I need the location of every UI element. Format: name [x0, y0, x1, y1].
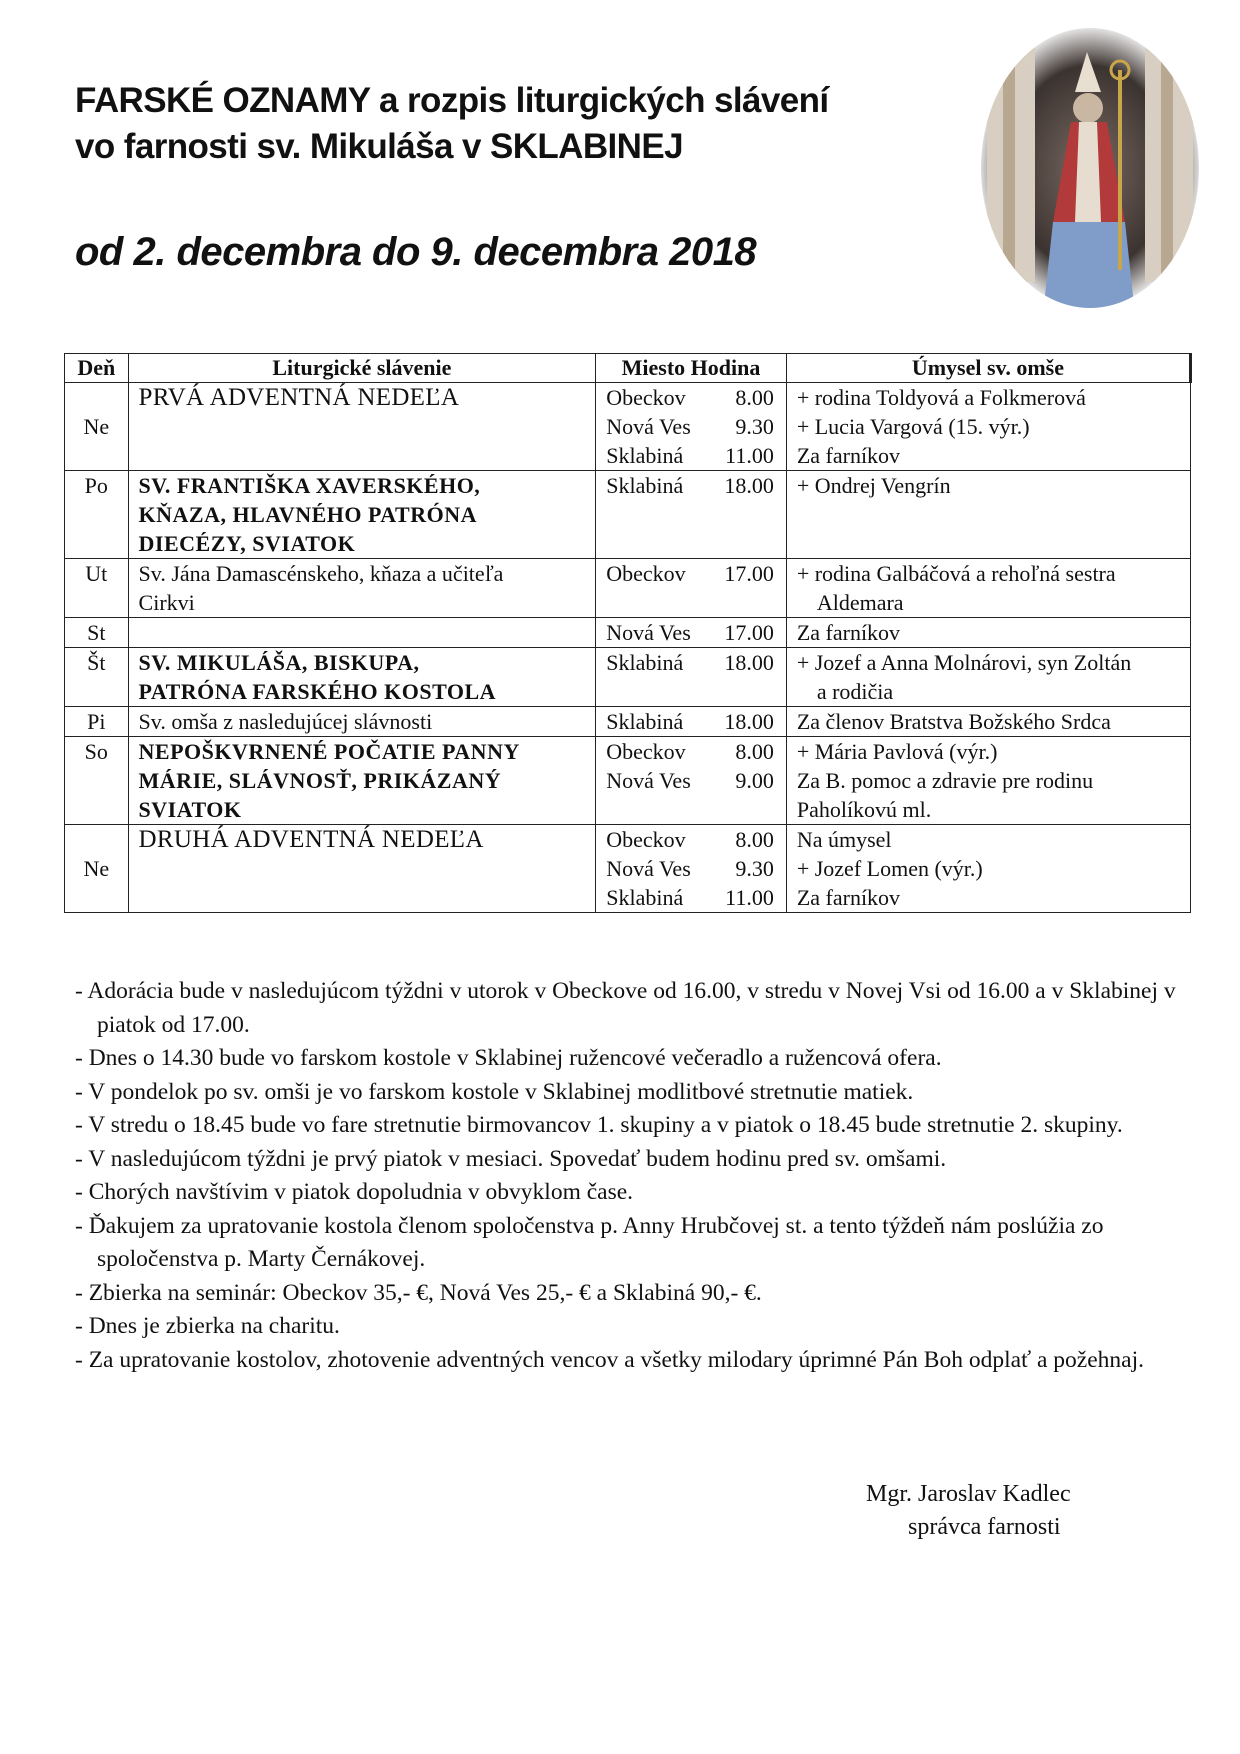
intention-line: Paholíkovú ml. — [796, 797, 932, 822]
intention-line: + rodina Toldyová a Folkmerová — [796, 385, 1086, 410]
intention-line: a rodičia — [816, 679, 894, 704]
header-liturgy: Liturgické slávenie — [128, 354, 596, 383]
liturgy-text: PATRÓNA FARSKÉHO KOSTOLA — [138, 679, 497, 704]
mass-cell — [596, 471, 787, 559]
mass-time: 9.00 — [735, 768, 774, 793]
mass-place: Obeckov — [606, 827, 686, 852]
mass-time: 8.00 — [735, 739, 774, 764]
mass-place: Sklabiná — [606, 473, 684, 498]
mass-cell — [596, 707, 787, 737]
intention-line: + rodina Galbáčová a rehoľná sestra — [796, 561, 1116, 586]
announcement-item: - Chorých navštívim v piatok dopoludnia v obvyklom čase. — [75, 1179, 634, 1205]
liturgy-cell — [128, 383, 596, 471]
mass-place: Sklabiná — [606, 650, 684, 675]
mass-place: Obeckov — [606, 739, 686, 764]
mass-time: 9.30 — [735, 856, 774, 881]
announcement-item: - Dnes o 14.30 bude vo farskom kostole v Sklabinej ružencové večeradlo a ružencová ofera. — [75, 1045, 942, 1071]
signature-role: správca farnosti — [908, 1514, 1061, 1540]
day-cell: Ne — [65, 825, 129, 913]
signature-name: Mgr. Jaroslav Kadlec — [866, 1481, 1071, 1507]
mass-place: Sklabiná — [606, 443, 684, 468]
intention-cell — [786, 648, 1190, 707]
mass-place: Nová Ves — [606, 620, 691, 645]
mass-line — [606, 559, 776, 588]
announcement-item: - V stredu o 18.45 bude vo fare stretnutie birmovancov 1. skupiny a v piatok o 18.45 bude stretnutie 2. skupiny. — [75, 1112, 1123, 1138]
day-cell: Št — [65, 648, 129, 707]
page-title — [75, 78, 975, 170]
liturgy-text: Sv. omša z nasledujúcej slávnosti — [138, 709, 433, 734]
table-row — [65, 618, 1191, 648]
intention-line: Za B. pomoc a zdravie pre rodinu — [796, 768, 1094, 793]
liturgy-text: SVIATOK — [138, 797, 242, 822]
intention-line: Za farníkov — [796, 620, 901, 645]
signature-block — [866, 1478, 1071, 1544]
header-intention: Úmysel sv. omše — [786, 354, 1190, 383]
table-row — [65, 707, 1191, 737]
mass-line — [606, 737, 776, 766]
liturgy-cell — [128, 559, 596, 618]
intention-line: + Ondrej Vengrín — [796, 473, 951, 498]
mass-line — [606, 648, 776, 677]
header-place-time: Miesto Hodina — [596, 354, 787, 383]
liturgy-cell — [128, 618, 596, 648]
intention-line: + Lucia Vargová (15. výr.) — [796, 414, 1030, 439]
announcement-item: - Dnes je zbierka na charitu. — [75, 1313, 340, 1339]
mass-place: Nová Ves — [606, 414, 691, 439]
announcement-item: - V pondelok po sv. omši je vo farskom kostole v Sklabinej modlitbové stretnutie matiek. — [75, 1078, 914, 1105]
day-cell: Ut — [65, 559, 129, 618]
announcements-list — [75, 975, 1185, 1377]
intention-cell — [786, 707, 1190, 737]
mass-cell — [596, 559, 787, 618]
liturgy-text: SV. FRANTIŠKA XAVERSKÉHO, — [138, 473, 481, 498]
liturgy-schedule-table — [64, 353, 1192, 913]
mass-cell — [596, 383, 787, 471]
intention-line: + Jozef Lomen (výr.) — [796, 856, 983, 881]
mass-time: 18.00 — [724, 650, 774, 675]
title-line-1: FARSKÉ OZNAMY a rozpis liturgických slávení — [75, 81, 829, 120]
table-row — [65, 648, 1191, 707]
day-cell: Pi — [65, 707, 129, 737]
liturgy-text: MÁRIE, SLÁVNOSŤ, PRIKÁZANÝ — [138, 768, 502, 793]
intention-line: Za farníkov — [796, 885, 901, 910]
mass-place: Sklabiná — [606, 885, 684, 910]
day-cell: Po — [65, 471, 129, 559]
title-line-2: vo farnosti sv. Mikuláša v SKLABINEJ — [75, 127, 683, 166]
mass-time: 18.00 — [724, 473, 774, 498]
table-row — [65, 737, 1191, 825]
liturgy-text: SV. MIKULÁŠA, BISKUPA, — [138, 650, 420, 675]
liturgy-cell — [128, 471, 596, 559]
mass-place: Nová Ves — [606, 768, 691, 793]
announcement-item: - V nasledujúcom týždni je prvý piatok v mesiaci. Spovedať budem hodinu pred sv. omšami. — [75, 1145, 947, 1172]
intention-cell — [786, 737, 1190, 825]
liturgy-cell — [128, 648, 596, 707]
mass-time: 11.00 — [725, 885, 774, 910]
intention-line: Za farníkov — [796, 443, 901, 468]
announcement-item: - Adorácia bude v nasledujúcom týždni v utorok v Obeckove od 16.00, v stredu v Novej Vsi od 16.00 a v Sklabinej v piatok od 17.00. — [75, 978, 1176, 1038]
table-header-row — [65, 354, 1191, 383]
mass-line — [606, 707, 776, 736]
mass-line — [606, 854, 776, 883]
mass-line — [606, 383, 776, 412]
mass-cell — [596, 648, 787, 707]
liturgy-text: Cirkvi — [138, 590, 195, 615]
table-row — [65, 471, 1191, 559]
mass-place: Obeckov — [606, 385, 686, 410]
intention-line: Aldemara — [816, 590, 904, 615]
table-row — [65, 559, 1191, 618]
table-row — [65, 825, 1191, 913]
mass-line — [606, 825, 776, 854]
intention-cell — [786, 559, 1190, 618]
mass-line — [606, 471, 776, 500]
day-cell: So — [65, 737, 129, 825]
mass-line — [606, 883, 776, 912]
announcement-item: - Zbierka na seminár: Obeckov 35,- €, Nová Ves 25,- € a Sklabiná 90,- €. — [75, 1279, 762, 1306]
intention-line: + Mária Pavlová (výr.) — [796, 739, 998, 764]
liturgy-cell — [128, 737, 596, 825]
mass-line — [606, 618, 776, 647]
intention-line: Za členov Bratstva Božského Srdca — [796, 709, 1111, 734]
mass-time: 18.00 — [724, 709, 774, 734]
mass-cell — [596, 618, 787, 648]
mass-time: 8.00 — [735, 827, 774, 852]
liturgy-cell — [128, 825, 596, 913]
mass-cell — [596, 737, 787, 825]
mass-place: Obeckov — [606, 561, 686, 586]
date-range: od 2. decembra do 9. decembra 2018 — [75, 230, 757, 274]
liturgy-text: DRUHÁ ADVENTNÁ NEDEĽA — [138, 826, 484, 853]
mass-line — [606, 412, 776, 441]
liturgy-text: KŇAZA, HLAVNÉHO PATRÓNA — [138, 502, 478, 527]
saint-nicholas-image — [975, 22, 1205, 314]
mass-time: 17.00 — [724, 561, 774, 586]
announcement-item: - Za upratovanie kostolov, zhotovenie adventných vencov a všetky milodary úprimné Pán Boh odplať a požehnaj. — [75, 1346, 1144, 1373]
intention-cell — [786, 618, 1190, 648]
mass-time: 8.00 — [735, 385, 774, 410]
day-cell: Ne — [65, 383, 129, 471]
liturgy-text: Sv. Jána Damascénskeho, kňaza a učiteľa — [138, 561, 504, 586]
mass-cell — [596, 825, 787, 913]
day-cell: St — [65, 618, 129, 648]
intention-cell — [786, 825, 1190, 913]
intention-cell — [786, 383, 1190, 471]
table-row — [65, 383, 1191, 471]
liturgy-text: NEPOŠKVRNENÉ POČATIE PANNY — [138, 739, 520, 764]
announcement-item: - Ďakujem za upratovanie kostola členom spoločenstva p. Anny Hrubčovej st. a tento týždeň nám poslúžia zo spoločenstva p. Marty Černákovej. — [75, 1212, 1104, 1272]
intention-cell — [786, 471, 1190, 559]
mass-time: 11.00 — [725, 443, 774, 468]
mass-time: 9.30 — [735, 414, 774, 439]
intention-line: Na úmysel — [796, 827, 892, 852]
liturgy-text: DIECÉZY, SVIATOK — [138, 531, 356, 556]
mass-line — [606, 766, 776, 795]
mass-place: Nová Ves — [606, 856, 691, 881]
mass-place: Sklabiná — [606, 709, 684, 734]
mass-time: 17.00 — [724, 620, 774, 645]
liturgy-cell — [128, 707, 596, 737]
header-day: Deň — [65, 354, 129, 383]
intention-line: + Jozef a Anna Molnárovi, syn Zoltán — [796, 650, 1132, 675]
mass-line — [606, 441, 776, 470]
liturgy-text: PRVÁ ADVENTNÁ NEDEĽA — [138, 384, 460, 411]
